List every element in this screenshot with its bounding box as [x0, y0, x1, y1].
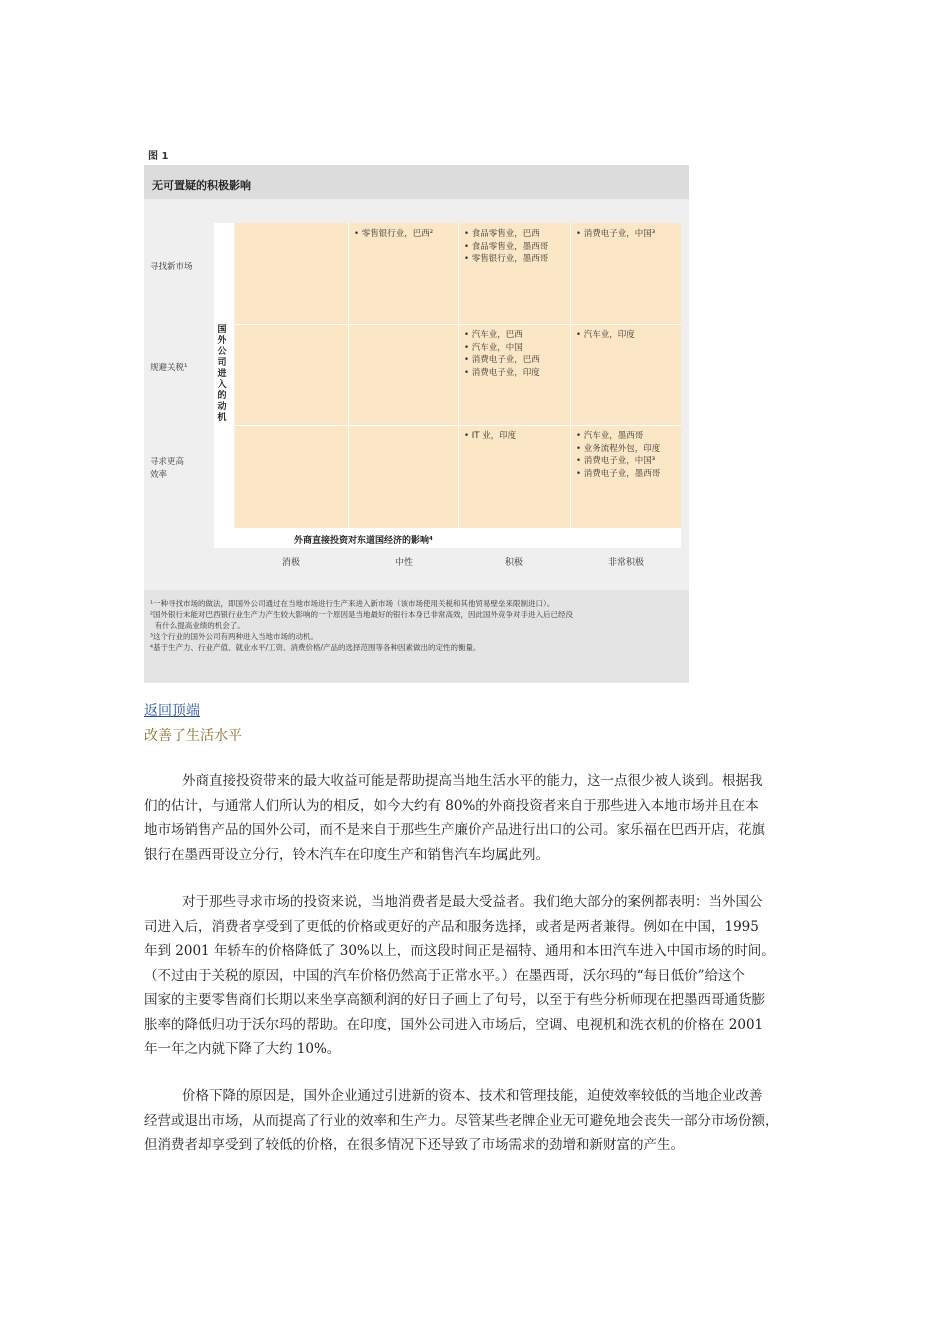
paragraph-line: 们的估计，与通常人们所认为的相反，如今大约有 80%的外商投资者来自于那些进入本地市场并且在本	[144, 797, 759, 814]
section-title: 改善了生活水平	[144, 728, 242, 744]
cell-item: • 汽车业，中国	[464, 342, 523, 353]
figure-title-bar	[144, 165, 689, 199]
cell-item: • 汽车业，印度	[576, 330, 635, 340]
cell-item: • 消费电子业，印度	[464, 367, 540, 378]
column-label-neutral: 中性	[394, 558, 413, 568]
paragraph-line: 年到 2001 年轿车的价格降低了 30%以上，而这段时间正是福特、通用和本田汽车进入中国市场的时间。	[144, 943, 775, 959]
grid-divider	[348, 223, 349, 528]
back-to-top-link[interactable]: 返回顶端	[144, 703, 200, 719]
row-label-new-markets: 寻找新市场	[150, 262, 193, 272]
cell-new-markets-positive	[458, 223, 570, 271]
cell-item: • 汽车业，巴西	[464, 330, 523, 340]
vertical-axis-title: 国外公司进入的动机	[217, 325, 227, 423]
paragraph-line: 司进入后，消费者享受到了更低的价格或更好的产品和服务选择，或者是两者兼得。例如在中国，1995	[144, 918, 759, 935]
footnote: ⁴基于生产力、行业产值、就业水平/工资、消费价格/产品的选择范围等各种因素做出的定性的衡量。	[150, 643, 481, 652]
footnote: ²国外银行未能对巴西银行业生产力产生较大影响的一个原因是当地最好的银行本身已非常高效，因此国外竞争对手进入后已经没	[150, 610, 574, 619]
column-label-positive: 积极	[504, 558, 523, 568]
paragraph-line: （不过由于关税的原因，中国的汽车价格仍然高于正常水平。）在墨西哥，沃尔玛的“每日低价”给这个	[144, 967, 746, 984]
figure-title: 无可置疑的积极影响	[152, 179, 251, 192]
paragraph-line: 但消费者却享受到了较低的价格，在很多情况下还导致了市场需求的劲增和新财富的产生。	[144, 1137, 684, 1153]
footnotes	[144, 590, 689, 683]
cell-item: • 零售银行业，墨西哥	[464, 254, 549, 264]
cell-item: • 食品零售业，巴西	[464, 229, 540, 239]
horizontal-axis-title: 外商直接投资对东道国经济的影响⁴	[294, 536, 433, 546]
paragraph-line: 地市场销售产品的国外公司，而不是来自于那些生产廉价产品进行出口的公司。家乐福在巴西开店，花旗	[144, 822, 765, 838]
cell-item: • 汽车业，墨西哥	[576, 431, 644, 441]
figure-label: 图 1	[148, 151, 169, 162]
paragraph-line: 银行在墨西哥设立分行，铃木汽车在印度生产和销售汽车均属此列。	[144, 846, 549, 863]
cell-efficiency-very-positive	[570, 425, 681, 485]
figure	[144, 165, 689, 683]
paragraph-line: 价格下降的原因是，国外企业通过引进新的资本、技术和管理技能，迫使效率较低的当地企业改善	[182, 1088, 763, 1104]
cell-item: • 业务流程外包，印度	[576, 443, 661, 454]
paragraph-line: 外商直接投资带来的最大收益可能是帮助提高当地生活水平的能力，这一点很少被人谈到。根据我	[182, 773, 763, 789]
paragraph	[144, 890, 814, 1062]
paragraph-line: 年一年之内就下降了大约 10%。	[144, 1041, 341, 1057]
cell-item: • 零售银行业，巴西²	[354, 229, 434, 239]
footnote: ¹一种寻找市场的做法，即国外公司通过在当地市场进行生产来进入新市场（该市场使用关税和其他贸易壁垒来限制进口）。	[150, 599, 555, 608]
cell-item: • IT 业，印度	[464, 431, 517, 441]
cell-item: • 食品零售业，墨西哥	[464, 241, 549, 252]
paragraph	[144, 769, 814, 867]
cell-new-markets-very-positive	[570, 223, 681, 246]
cell-item: • 消费电子业，中国³	[576, 456, 656, 466]
paragraph	[144, 1084, 814, 1158]
cell-tariffs-positive	[458, 324, 570, 384]
footnote: ³这个行业的国外公司有两种进入当地市场的动机。	[150, 632, 319, 641]
cell-new-markets-neutral	[348, 223, 458, 246]
horizontal-axis-strip	[214, 528, 681, 548]
cell-item: • 消费电子业，中国³	[576, 229, 656, 239]
paragraph-line: 胀率的降低归功于沃尔玛的帮助。在印度，国外公司进入市场后，空调、电视机和洗衣机的价格在 2001	[144, 1016, 764, 1033]
paragraph-line: 经营或退出市场，从而提高了行业的效率和生产力。尽管某些老牌企业无可避免地会丧失一部分市场份额，	[144, 1112, 779, 1129]
cell-efficiency-positive	[458, 425, 570, 448]
matrix-grid	[235, 223, 681, 528]
column-label-very-positive: 非常积极	[607, 558, 644, 568]
row-label-efficiency: 寻求更高 效率	[150, 457, 185, 480]
cell-item: • 消费电子业，墨西哥	[576, 468, 661, 479]
paragraph-line: 国家的主要零售商们长期以来坐享高额利润的好日子画上了句号，以至于有些分析师现在把墨西哥通货膨	[144, 992, 765, 1008]
footnote: 有什么提高业绩的机会了。	[150, 621, 245, 630]
cell-tariffs-very-positive	[570, 324, 681, 347]
column-label-negative: 消极	[281, 558, 300, 568]
paragraph-line: 对于那些寻求市场的投资来说，当地消费者是最大受益者。我们绝大部分的案例都表明：当外国公	[182, 894, 763, 910]
row-label-tariffs: 规避关税¹	[150, 363, 188, 373]
cell-item: • 消费电子业，巴西	[464, 355, 540, 365]
